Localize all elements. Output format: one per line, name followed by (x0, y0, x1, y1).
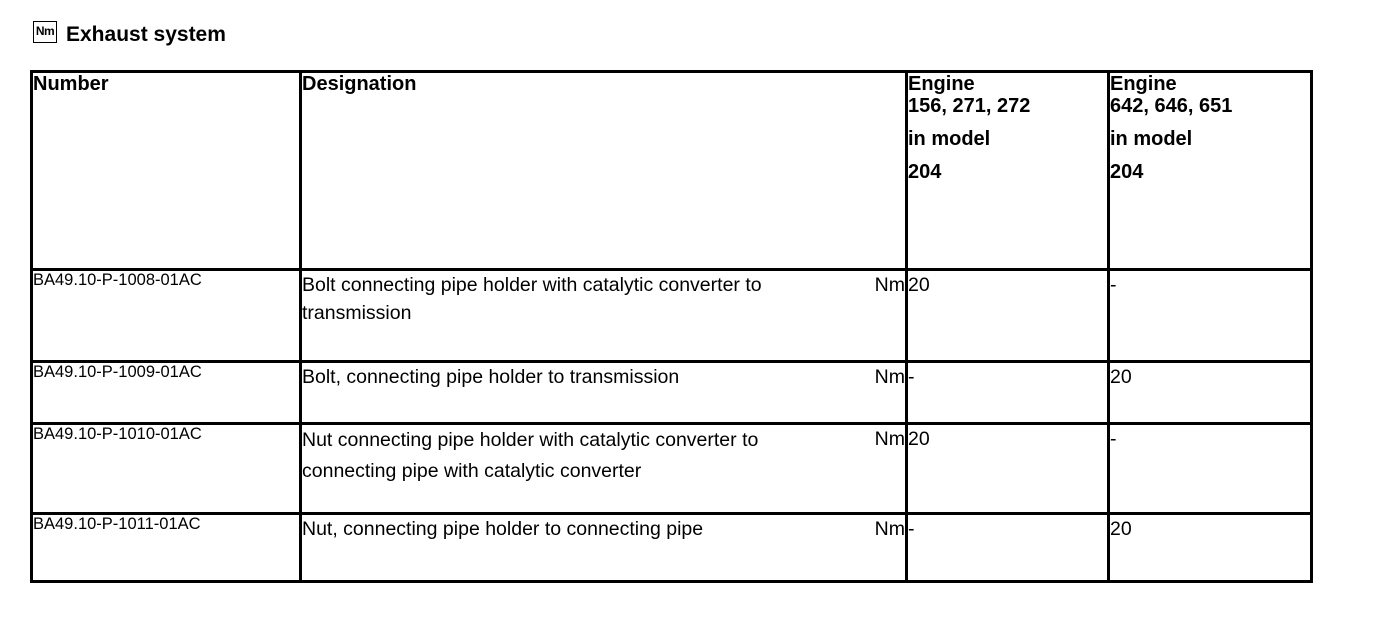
header-engine-a-line2: 156, 271, 272 (908, 95, 1031, 117)
row-designation-cell (301, 270, 907, 362)
header-engine-b-line3: in model (1110, 128, 1193, 150)
row-designation-cell (301, 362, 907, 424)
row-engine-a-value: 20 (907, 424, 1109, 514)
header-engine-a-line3: in model (908, 128, 991, 150)
row-engine-b-value: 20 (1109, 362, 1312, 424)
row-designation: Bolt, connecting pipe holder to transmission (302, 366, 680, 388)
row-engine-a-value: 20 (907, 270, 1109, 362)
section-title: Exhaust system (66, 23, 226, 46)
header-engine-a-line1: Engine (908, 73, 975, 95)
row-engine-b-value: - (1109, 270, 1312, 362)
row-engine-b-value: 20 (1109, 514, 1312, 582)
header-number: Number (32, 72, 301, 270)
row-number: BA49.10-P-1008-01AC (32, 270, 301, 362)
section-heading (33, 20, 226, 50)
torque-nm-icon: Nm (33, 21, 57, 43)
row-number: BA49.10-P-1011-01AC (32, 514, 301, 582)
header-engine-b (1109, 72, 1312, 270)
row-designation-cell (301, 424, 907, 514)
row-number: BA49.10-P-1010-01AC (32, 424, 301, 514)
row-designation: Nut, connecting pipe holder to connecting pipe (302, 518, 704, 540)
row-number: BA49.10-P-1009-01AC (32, 362, 301, 424)
table-row (32, 424, 1312, 514)
header-engine-b-line4: 204 (1110, 161, 1144, 183)
header-engine-a-line4: 204 (908, 161, 942, 183)
row-engine-a-value: - (907, 514, 1109, 582)
row-designation-cell (301, 514, 907, 582)
header-engine-a (907, 72, 1109, 270)
header-designation: Designation (301, 72, 907, 270)
table-header-row (32, 72, 1312, 270)
table-row (32, 514, 1312, 582)
table-row (32, 362, 1312, 424)
row-unit: Nm (874, 428, 905, 450)
row-unit: Nm (874, 274, 905, 296)
torque-spec-table (30, 70, 1313, 583)
row-designation: Bolt connecting pipe holder with catalytic converter to transmission (302, 274, 762, 324)
row-designation: Nut connecting pipe holder with catalytic converter to connecting pipe with catalytic converter (302, 429, 759, 482)
row-engine-b-value: - (1109, 424, 1312, 514)
row-engine-a-value: - (907, 362, 1109, 424)
header-engine-b-line2: 642, 646, 651 (1110, 95, 1233, 117)
header-engine-b-line1: Engine (1110, 73, 1177, 95)
row-unit: Nm (874, 518, 905, 540)
table-row (32, 270, 1312, 362)
row-unit: Nm (874, 366, 905, 388)
